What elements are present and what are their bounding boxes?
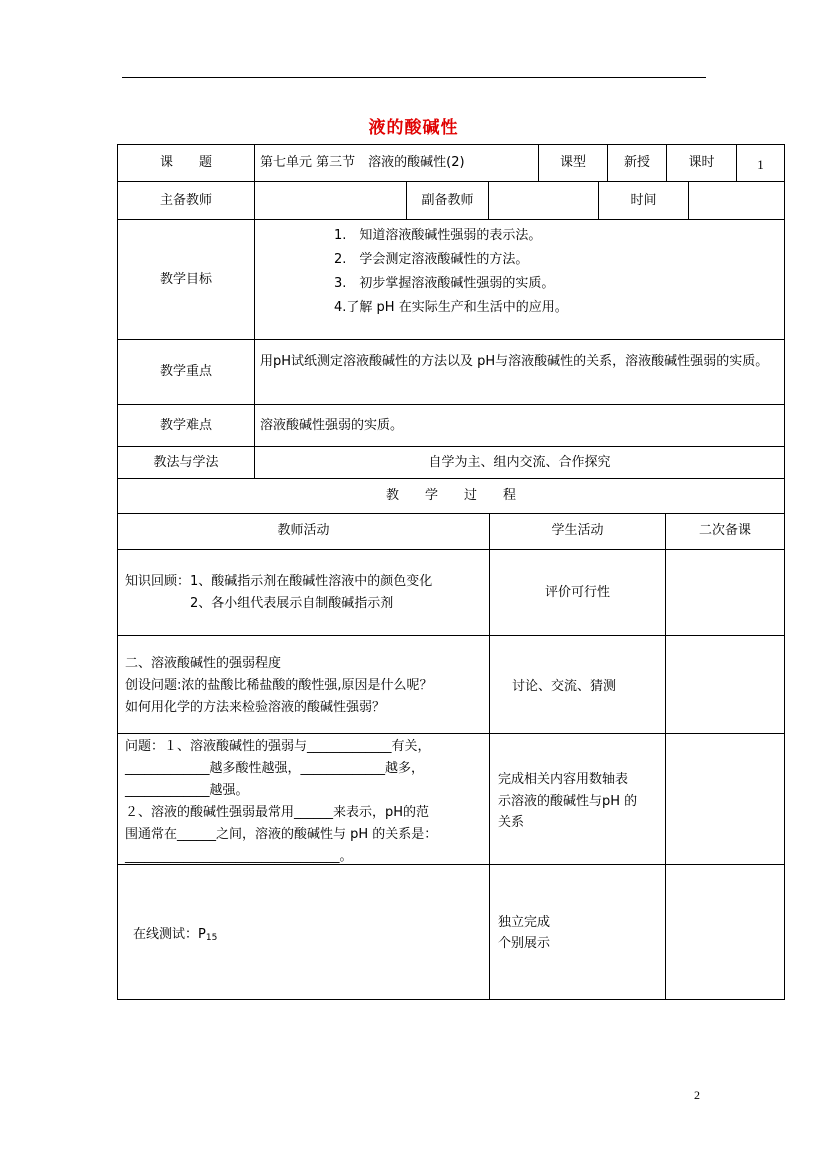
row4-student-line2: 个别展示 xyxy=(498,936,551,951)
row3-teacher-line1: 问题：１、溶液酸碱性的强弱与_____________有关， xyxy=(125,739,431,754)
online-test-label: 在线测试：P xyxy=(133,927,206,942)
row2-teacher-line2: 创设问题:浓的盐酸比稀盐酸的酸性强,原因是什么呢？ xyxy=(125,678,433,693)
row2-teacher-line3: 如何用化学的方法来检验溶液的酸碱性强弱？ xyxy=(125,700,386,715)
periods-value: 1 xyxy=(757,157,764,172)
row3-teacher-line6: _________________________________。 xyxy=(125,849,353,864)
row4-student-line1: 独立完成 xyxy=(498,915,551,930)
col-second-prep: 二次备课 xyxy=(698,523,751,538)
row3-teacher-line4: ２、溶液的酸碱性强弱最常用______来表示，pH的范 xyxy=(125,805,430,820)
main-teacher-label: 主备教师 xyxy=(159,193,212,208)
col-student-activity: 学生活动 xyxy=(551,523,604,538)
lesson-type-label: 课型 xyxy=(559,155,586,170)
periods-label: 课时 xyxy=(688,155,715,170)
objectives-label: 教学目标 xyxy=(159,272,212,287)
row2-teacher-line1: 二、溶液酸碱性的强弱程度 xyxy=(125,656,282,671)
row4-teacher xyxy=(133,925,217,948)
row3-student-line2: 示溶液的酸碱性与pH 的 xyxy=(498,794,638,809)
difficulties-text: 溶液酸碱性强弱的实质。 xyxy=(260,418,404,433)
row3-teacher-line3: _____________越强。 xyxy=(125,783,249,798)
methods-label: 教法与学法 xyxy=(153,455,219,470)
key-points-label: 教学重点 xyxy=(159,364,212,379)
row3-student-line3: 关系 xyxy=(498,815,525,830)
topic-label: 课 题 xyxy=(159,155,212,170)
methods-text: 自学为主、组内交流、合作探究 xyxy=(428,455,611,470)
col-teacher-activity: 教师活动 xyxy=(277,523,330,538)
document-title: 液的酸碱性 xyxy=(368,118,459,138)
process-header: 教 学 过 程 xyxy=(385,488,516,503)
difficulties-label: 教学难点 xyxy=(159,418,212,433)
objective-item-1: 1. 知道溶液酸碱性强弱的表示法。 xyxy=(334,228,542,243)
lesson-type-value: 新授 xyxy=(623,155,650,170)
row1-student: 评价可行性 xyxy=(544,585,610,600)
objective-item-2: 2. 学会测定溶液酸碱性的方法。 xyxy=(334,252,529,267)
page-number: 2 xyxy=(694,1088,700,1102)
key-points-text: 用pH试纸测定溶液酸碱性的方法以及 pH与溶液酸碱性的关系，溶液酸碱性强弱的实质。 xyxy=(260,354,769,369)
row1-teacher-line2: 2、各小组代表展示自制酸碱指示剂 xyxy=(125,596,394,611)
row2-student: 讨论、交流、猜测 xyxy=(512,679,617,694)
assistant-teacher-label: 副备教师 xyxy=(421,193,474,208)
row1-teacher-line1: 知识回顾：1、酸碱指示剂在酸碱性溶液中的颜色变化 xyxy=(125,574,433,589)
row3-student-line1: 完成相关内容用数轴表 xyxy=(498,772,629,787)
online-test-page: 15 xyxy=(205,933,218,943)
objective-item-4: 4.了解 pH 在实际生产和生活中的应用。 xyxy=(334,300,568,315)
topic-value: 第七单元 第三节 溶液的酸碱性(2) xyxy=(260,155,465,170)
objective-item-3: 3. 初步掌握溶液酸碱性强弱的实质。 xyxy=(334,276,555,291)
row3-teacher-line2: _____________越多酸性越强，_____________越多， xyxy=(125,761,425,776)
row3-teacher-line5: 围通常在______之间，溶液的酸碱性与 pH 的关系是： xyxy=(125,827,438,842)
time-label: 时间 xyxy=(630,193,657,208)
